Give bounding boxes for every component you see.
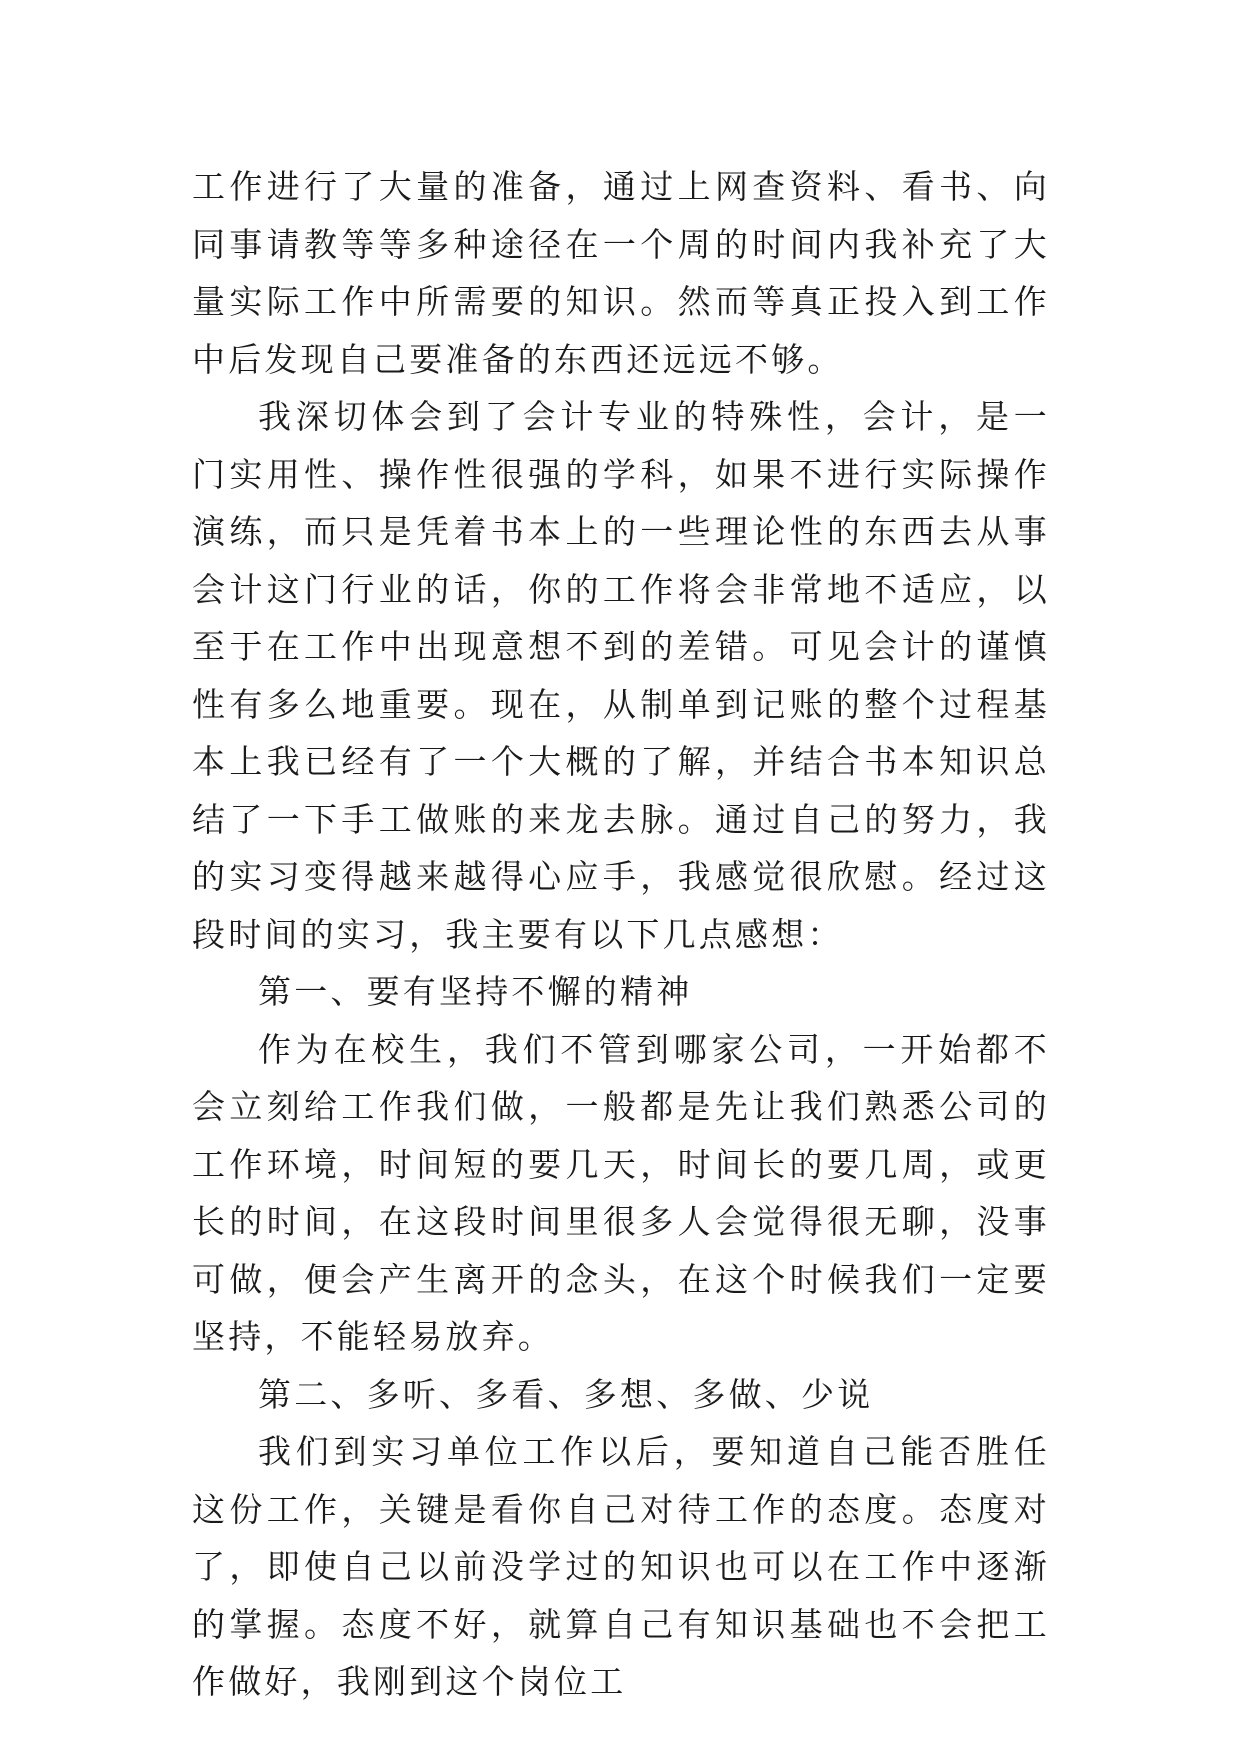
paragraph-1: 工作进行了大量的准备，通过上网查资料、看书、向同事请教等等多种途径在一个周的时间内我补充了大量实际工作中所需要的知识。然而等真正投入到工作中后发现自己要准备的东西还远远不够。 — [192, 167, 1050, 379]
paragraph-2: 我深切体会到了会计专业的特殊性，会计，是一门实用性、操作性很强的学科，如果不进行实际操作演练，而只是凭着书本上的一些理论性的东西去从事会计这门行业的话，你的工作将会非常地不适应，以至于在工作中出现意想不到的差错。可见会计的谨慎性有多么地重要。现在，从制单到记账的整个过程基本上我已经有了一个大概的了解，并结合书本知识总结了一下手工做账的来龙去脉。通过自己的努力，我的实习变得越来越得心应手，我感觉很欣慰。经过这段时间的实习，我主要有以下几点感想： — [192, 397, 1050, 954]
paragraph-3: 作为在校生，我们不管到哪家公司，一开始都不会立刻给工作我们做，一般都是先让我们熟悉公司的工作环境，时间短的要几天，时间长的要几周，或更长的时间，在这段时间里很多人会觉得很无聊，没事可做，便会产生离开的念头，在这个时候我们一定要坚持，不能轻易放弃。 — [192, 1029, 1050, 1356]
paragraph-4: 我们到实习单位工作以后，要知道自己能否胜任这份工作，关键是看你自己对待工作的态度。态度对了，即使自己以前没学过的知识也可以在工作中逐渐的掌握。态度不好，就算自己有知识基础也不会把工作做好，我刚到这个岗位工 — [192, 1432, 1050, 1701]
section-heading-2: 第二、多听、多看、多想、多做、少说 — [258, 1374, 874, 1414]
document-body — [192, 158, 1050, 1711]
section-heading-1: 第一、要有坚持不懈的精神 — [258, 972, 693, 1011]
